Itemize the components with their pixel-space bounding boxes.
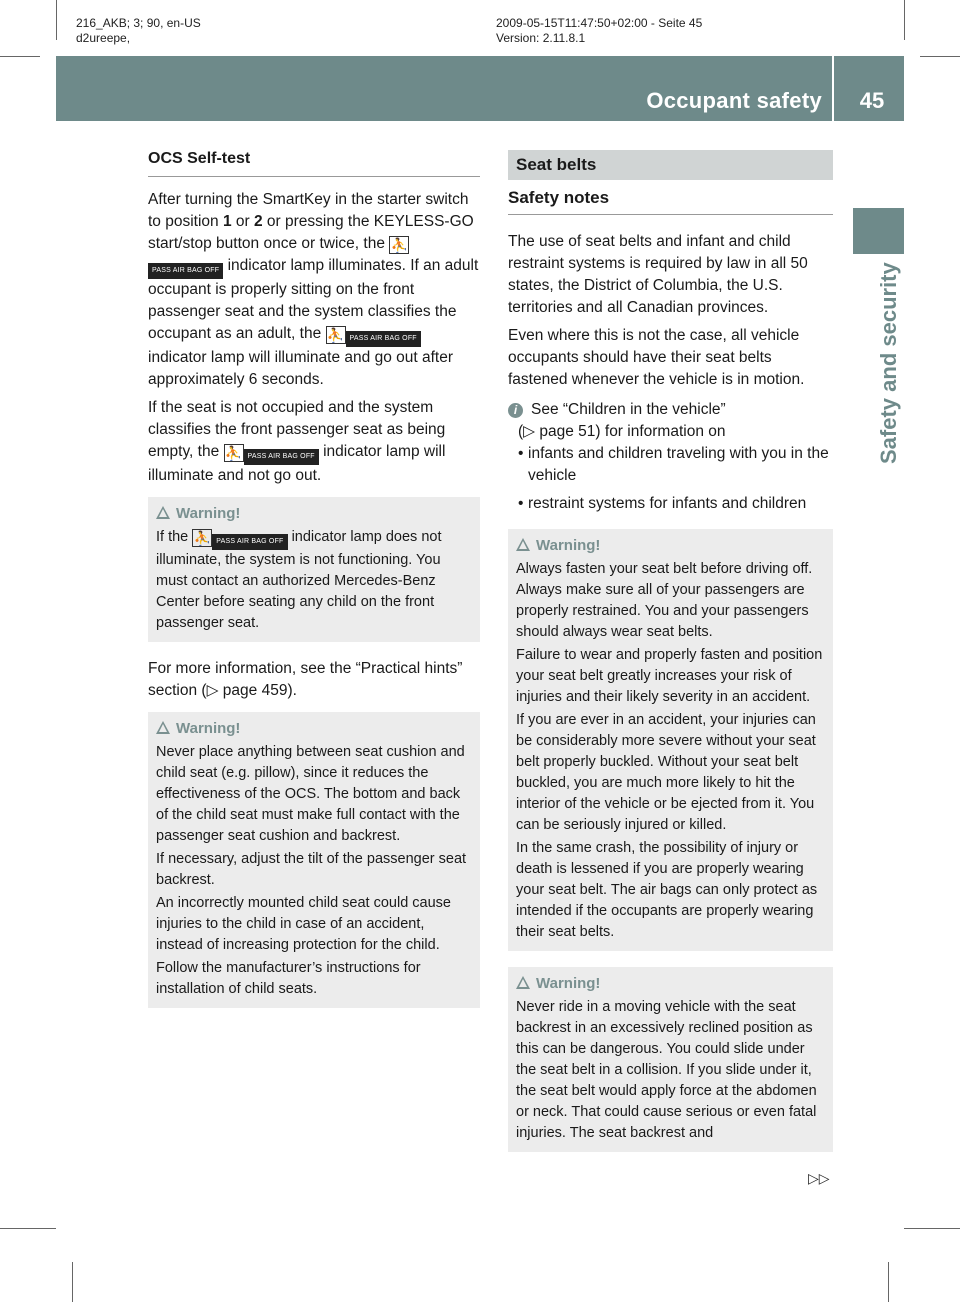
warning-text xyxy=(156,527,472,634)
meta-right-line2: Version: 2.11.8.1 xyxy=(496,31,586,45)
seat-belt-law-paragraph: The use of seat belts and infant and child restraint systems is required by law in all 50 states, the District of Columbia, the U.S. territories and all Canadian provinces. xyxy=(508,233,808,316)
subheading-safety-notes: Safety notes xyxy=(508,188,833,215)
ocs-selftest-paragraph-2 xyxy=(148,397,480,487)
side-tab-label: Safety and security xyxy=(876,262,901,464)
warning-title: Warning! xyxy=(536,537,601,554)
meta-left-line1: 216_AKB; 3; 90, en-US xyxy=(76,16,201,30)
warning-header xyxy=(156,718,472,740)
pass-air-bag-off-icon: PASS AIR BAG OFF xyxy=(148,263,223,279)
warning-text: Never ride in a moving vehicle with the seat backrest in an excessively reclined position as this can be dangerous. You could slide under the seat belt in a collision. If you slide under it, the seat belt would apply force at the abdomen or neck. That could cause serious or even fatal injuries. The seat backrest and xyxy=(516,999,817,1141)
page-header-title: Occupant safety xyxy=(646,88,822,113)
warning-title: Warning! xyxy=(536,975,601,992)
warning-box-fasten-seat-belt xyxy=(508,529,833,951)
warning-box-ocs-lamp xyxy=(148,497,480,642)
warning-triangle-icon xyxy=(156,721,170,734)
right-column xyxy=(508,150,833,1168)
warning-text: Always fasten your seat belt before driving off. Always make sure all of your passengers are properly restrained. You and your passengers should always wear seat belts. xyxy=(516,561,813,640)
crop-mark xyxy=(72,1262,73,1302)
warning-text: If necessary, adjust the tilt of the passenger seat backrest. xyxy=(156,851,467,888)
print-metadata-right xyxy=(496,16,702,46)
warning-title: Warning! xyxy=(176,720,241,737)
text: or pressing the KEYLESS-GO start/stop button once or twice, the xyxy=(148,213,474,252)
header-divider xyxy=(832,56,834,121)
info-note xyxy=(508,399,833,421)
text: indicator lamp illuminates. If an adult occupant is properly sitting on the front passenger seat and the system classifies the occupant as an adult, the xyxy=(148,257,479,342)
warning-text: Follow the manufacturer’s instructions for installation of child seats. xyxy=(156,960,421,997)
warning-header xyxy=(516,535,825,557)
warning-text: Never place anything between seat cushion and child seat (e.g. pillow), since it reduces the effectiveness of the OCS. The bottom and back of the child seat must make full contact with the passenger seat cushion and backrest. xyxy=(156,744,465,844)
crop-mark xyxy=(920,56,960,57)
pass-air-bag-off-icon: PASS AIR BAG OFF xyxy=(212,534,287,550)
crop-mark xyxy=(56,0,57,40)
warning-header xyxy=(516,973,825,995)
warning-triangle-icon xyxy=(516,976,530,989)
crop-mark xyxy=(904,0,905,40)
warning-text: An incorrectly mounted child seat could cause injuries to the child in case of an accident, instead of increasing protection for the child. xyxy=(156,895,451,953)
occupant-figure-icon: ⛹ xyxy=(390,237,408,253)
crop-mark xyxy=(904,1228,960,1229)
warning-text: Failure to wear and properly fasten and position your seat belt greatly increases your risk of injuries and their likely severity in an accident. xyxy=(516,647,823,705)
page-number: 45 xyxy=(859,88,885,113)
side-tab-block xyxy=(853,208,904,254)
seat-belt-motion-paragraph: Even where this is not the case, all vehicle occupants should have their seat belts fastened whenever the vehicle is in motion. xyxy=(508,327,805,388)
warning-triangle-icon xyxy=(516,538,530,551)
text: indicator lamp does not illuminate, the system is not functioning. You must contact an authorized Mercedes-Benz Center before seating any child on the front passenger seat. xyxy=(156,529,442,631)
text: See “Children in the vehicle” xyxy=(531,401,726,418)
ocs-selftest-paragraph-1 xyxy=(148,189,480,391)
occupant-figure-icon: ⛹ xyxy=(224,445,243,461)
practical-hints-reference: For more information, see the “Practical hints” section (▷ page 459). xyxy=(148,660,463,699)
text: or xyxy=(231,213,254,230)
crop-mark xyxy=(0,1228,56,1229)
position-1: 1 xyxy=(222,213,232,230)
ocs-selftest-heading: OCS Self-test xyxy=(148,150,480,177)
position-2: 2 xyxy=(254,213,263,230)
warning-box-child-seat xyxy=(148,712,480,1008)
text: indicator lamp will illuminate and not go out. xyxy=(148,443,446,484)
warning-triangle-icon xyxy=(156,506,170,519)
crop-mark xyxy=(0,56,40,57)
text: After turning the SmartKey in the starter switch to position xyxy=(148,191,469,230)
left-column xyxy=(148,150,480,1024)
text: If the xyxy=(156,529,193,545)
occupant-figure-icon: ⛹ xyxy=(326,327,345,343)
crop-mark xyxy=(888,1262,889,1302)
continued-arrow-icon: ▷▷ xyxy=(808,1170,830,1186)
text: If the seat is not occupied and the system classifies the front passenger seat as being empty, the xyxy=(148,399,446,460)
meta-left-line2: d2ureepe, xyxy=(76,31,131,45)
text: indicator lamp will illuminate and go out after approximately 6 seconds. xyxy=(148,349,453,388)
info-note-ref: (▷ page 51) for information on xyxy=(518,423,726,440)
list-item: • infants and children traveling with you in the vehicle xyxy=(508,443,833,487)
meta-right-line1: 2009-05-15T11:47:50+02:00 - Seite 45 xyxy=(496,16,703,30)
pass-air-bag-off-icon: PASS AIR BAG OFF xyxy=(346,331,421,347)
occupant-figure-icon: ⛹ xyxy=(193,530,211,546)
list-item: • restraint systems for infants and children xyxy=(508,493,833,515)
warning-text: If you are ever in an accident, your injuries can be considerably more severe without your seat belt properly buckled. Without your seat belt buckled, you are much more likely to hit the interior of the vehicle or be ejected from it. You can be seriously injured or killed. xyxy=(516,712,816,833)
warning-header xyxy=(156,503,472,525)
pass-air-bag-off-icon: PASS AIR BAG OFF xyxy=(244,449,319,465)
warning-title: Warning! xyxy=(176,505,241,522)
warning-box-reclined-backrest xyxy=(508,967,833,1152)
info-icon: i xyxy=(508,403,523,418)
section-heading-seat-belts: Seat belts xyxy=(508,150,833,180)
print-metadata-left xyxy=(76,16,201,46)
warning-text: In the same crash, the possibility of injury or death is lessened if you are properly wearing your seat belt. The air bags can only protect as intended if the occupants are properly wearing their seat belts. xyxy=(516,840,818,940)
